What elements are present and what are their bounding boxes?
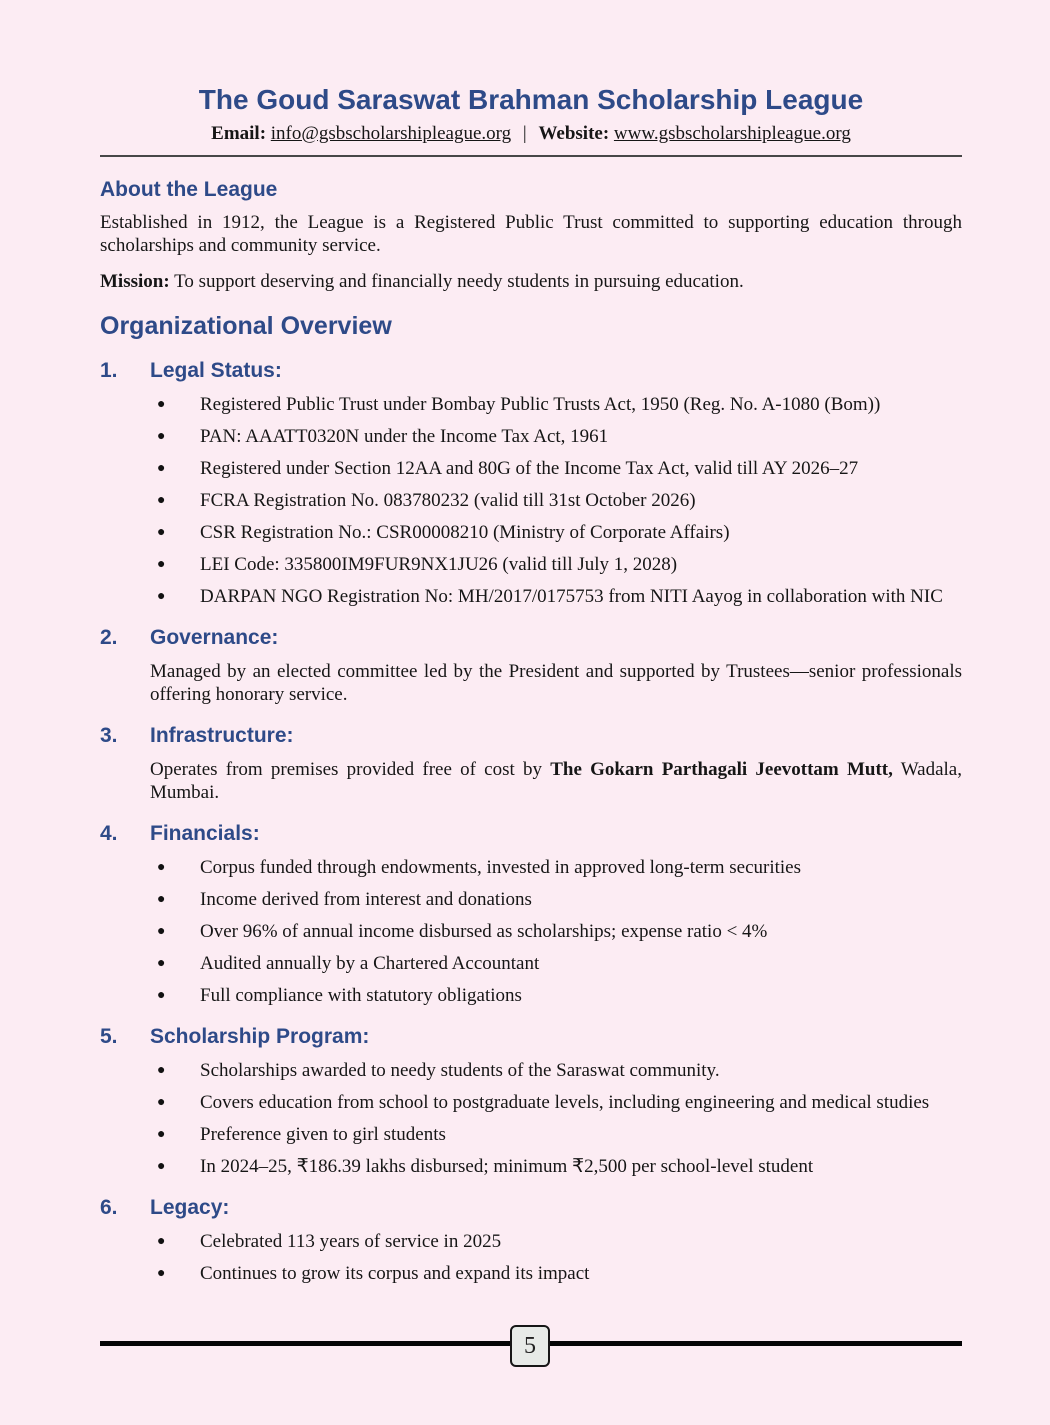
section-legacy — [100, 1195, 962, 1285]
section-infrastructure — [100, 723, 962, 804]
section-heading — [100, 358, 962, 384]
bullet-icon: ● — [157, 1063, 166, 1078]
bullet-text: Registered under Section 12AA and 80G of the Income Tax Act, valid till AY 2026–27 — [200, 458, 859, 479]
bullet-item — [100, 856, 962, 879]
paragraph-bold: The Gokarn Parthagali Jeevottam Mutt, — [550, 759, 893, 780]
bullet-icon: ● — [157, 557, 166, 572]
bullet-icon: ● — [157, 525, 166, 540]
bullet-list — [100, 1059, 962, 1178]
section-scholarship-program — [100, 1024, 962, 1178]
bullet-icon: ● — [157, 1095, 166, 1110]
section-financials — [100, 821, 962, 1007]
about-paragraph: Established in 1912, the League is a Registered Public Trust committed to supporting education through scholarships and community service. — [100, 212, 962, 256]
bullet-icon: ● — [157, 1127, 166, 1142]
section-governance — [100, 625, 962, 706]
paragraph-prefix: Operates from premises provided free of cost by — [150, 759, 551, 780]
section-legal-status — [100, 358, 962, 608]
bullet-text: Registered Public Trust under Bombay Public Trusts Act, 1950 (Reg. No. A-1080 (Bom)) — [200, 394, 881, 415]
header-divider — [100, 155, 962, 157]
website-link[interactable]: www.gsbscholarshipleague.org — [613, 123, 851, 144]
bullet-list — [100, 393, 962, 608]
bullet-item — [100, 489, 962, 512]
bullet-text: LEI Code: 335800IM9FUR9NX1JU26 (valid till July 1, 2028) — [200, 554, 678, 575]
paragraph-suffix: Wadala, Mumbai. — [150, 759, 962, 803]
bullet-item — [100, 888, 962, 911]
bullet-text: Over 96% of annual income disbursed as scholarships; expense ratio < 4% — [200, 921, 768, 942]
bullet-icon: ● — [157, 860, 166, 875]
section-heading — [100, 723, 962, 749]
bullet-text: Income derived from interest and donations — [200, 889, 532, 910]
bullet-icon: ● — [157, 461, 166, 476]
section-number: 4. — [100, 822, 118, 845]
section-title: Legacy: — [150, 1196, 230, 1219]
website-label: Website: — [538, 123, 610, 144]
section-paragraph: Managed by an elected committee led by the President and supported by Trustees—senior professionals offering honorary service. — [150, 661, 962, 705]
bullet-text: Audited annually by a Chartered Accountant — [200, 953, 540, 974]
overview-heading: Organizational Overview — [100, 312, 392, 340]
bullet-item — [100, 425, 962, 448]
bullet-item — [100, 521, 962, 544]
section-heading — [100, 1195, 962, 1221]
bullet-text: In 2024–25, ₹186.39 lakhs disbursed; minimum ₹2,500 per school-level student — [200, 1156, 814, 1177]
bullet-text: Covers education from school to postgraduate levels, including engineering and medical studies — [200, 1092, 930, 1113]
bullet-text: Full compliance with statutory obligations — [200, 985, 522, 1006]
bullet-text: Preference given to girl students — [200, 1124, 446, 1145]
page-title: The Goud Saraswat Brahman Scholarship League — [198, 84, 864, 115]
bullet-icon: ● — [157, 892, 166, 907]
bullet-icon: ● — [157, 1266, 166, 1281]
about-heading: About the League — [100, 178, 278, 201]
bullet-icon: ● — [157, 429, 166, 444]
bullet-text: Scholarships awarded to needy students of the Saraswat community. — [200, 1060, 720, 1081]
bullet-icon: ● — [157, 589, 166, 604]
bullet-text: DARPAN NGO Registration No: MH/2017/0175753 from NITI Aayog in collaboration with NIC — [200, 586, 943, 607]
bullet-item — [100, 393, 962, 416]
bullet-icon: ● — [157, 1234, 166, 1249]
section-number: 6. — [100, 1196, 118, 1219]
section-number: 1. — [100, 359, 118, 382]
bullet-item — [100, 585, 962, 608]
section-title: Governance: — [150, 626, 279, 649]
section-title: Financials: — [150, 822, 260, 845]
bullet-item — [100, 1155, 962, 1178]
mission-text: To support deserving and financially needy students in pursuing education. — [174, 271, 744, 292]
contact-line — [100, 122, 962, 146]
section-number: 3. — [100, 724, 118, 747]
bullet-icon: ● — [157, 924, 166, 939]
document-page — [100, 0, 962, 1294]
page-number-badge — [510, 1325, 550, 1367]
section-title: Scholarship Program: — [150, 1025, 370, 1048]
section-number: 2. — [100, 626, 118, 649]
section-title: Infrastructure: — [150, 724, 294, 747]
bullet-item — [100, 457, 962, 480]
bullet-item — [100, 920, 962, 943]
mission-paragraph — [100, 270, 962, 293]
bullet-icon: ● — [157, 493, 166, 508]
section-paragraph — [150, 758, 962, 804]
bullet-text: Corpus funded through endowments, invested in approved long-term securities — [200, 857, 802, 878]
bullet-icon: ● — [157, 1159, 166, 1174]
bullet-item — [100, 1123, 962, 1146]
bullet-list — [100, 856, 962, 1007]
separator-bar: | — [522, 123, 527, 144]
bullet-item — [100, 1230, 962, 1253]
email-link[interactable]: info@gsbscholarshipleague.org — [270, 123, 512, 144]
bullet-item — [100, 1059, 962, 1082]
section-number: 5. — [100, 1025, 118, 1048]
bullet-text: Celebrated 113 years of service in 2025 — [200, 1231, 502, 1252]
section-title: Legal Status: — [150, 359, 282, 382]
bullet-item — [100, 1091, 962, 1114]
bullet-list — [100, 1230, 962, 1285]
bullet-text: PAN: AAATT0320N under the Income Tax Act, 1961 — [200, 426, 609, 447]
bullet-text: CSR Registration No.: CSR00008210 (Ministry of Corporate Affairs) — [200, 522, 730, 543]
bullet-item — [100, 984, 962, 1007]
bullet-item — [100, 952, 962, 975]
bullet-text: FCRA Registration No. 083780232 (valid till 31st October 2026) — [200, 490, 696, 511]
bullet-icon: ● — [157, 397, 166, 412]
page-number: 5 — [524, 1332, 536, 1359]
section-heading — [100, 625, 962, 651]
section-heading — [100, 821, 962, 847]
bullet-item — [100, 1262, 962, 1285]
bullet-icon: ● — [157, 988, 166, 1003]
bullet-text: Continues to grow its corpus and expand its impact — [200, 1263, 590, 1284]
section-heading — [100, 1024, 962, 1050]
mission-label: Mission: — [100, 271, 170, 292]
bullet-item — [100, 553, 962, 576]
email-label: Email: — [211, 123, 267, 144]
bullet-icon: ● — [157, 956, 166, 971]
